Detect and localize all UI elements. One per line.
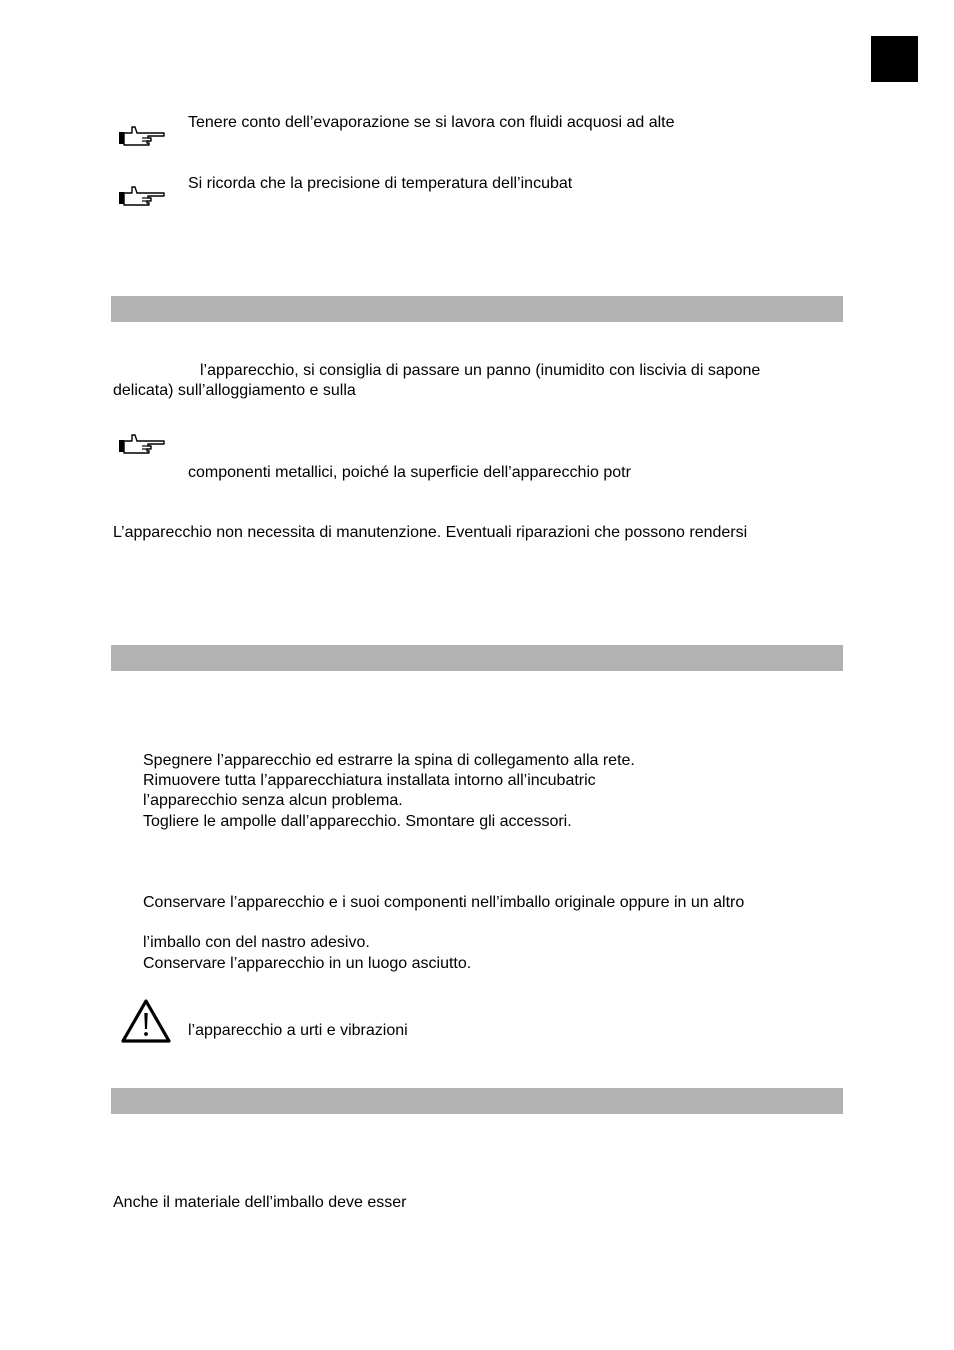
storage-step-line: Conservare l’apparecchio in un luogo asciutto. <box>143 955 472 972</box>
note-temperature-precision: Si ricorda che la precisione di temperatura dell’incubat <box>188 175 573 192</box>
pointing-hand-icon <box>118 182 166 206</box>
storage-step-line: Spegnere l’apparecchio ed estrarre la spina di collegamento alla rete. <box>143 752 635 769</box>
pointing-hand-icon <box>118 122 166 146</box>
disposal-paragraph: Anche il materiale dell’imballo deve esser <box>113 1194 407 1211</box>
cleaning-note-text: componenti metallici, poiché la superficie dell’apparecchio potr <box>188 464 631 481</box>
storage-step-line: Rimuovere tutta l’apparecchiatura installata intorno all’incubatric <box>143 772 596 789</box>
storage-step-line: l’imballo con del nastro adesivo. <box>143 934 370 951</box>
storage-step-line: l’apparecchio senza alcun problema. <box>143 792 403 809</box>
storage-step-line: Togliere le ampolle dall’apparecchio. Smontare gli accessori. <box>143 813 572 830</box>
storage-step-line: Conservare l’apparecchio e i suoi componenti nell’imballo originale oppure in un altro <box>143 894 745 911</box>
maintenance-paragraph: L’apparecchio non necessita di manutenzione. Eventuali riparazioni che possono rendersi <box>113 524 748 541</box>
pointing-hand-icon <box>118 430 166 454</box>
cleaning-paragraph-line1: l’apparecchio, si consiglia di passare un panno (inumidito con liscivia di sapone <box>200 362 761 379</box>
warning-triangle-icon <box>120 998 172 1044</box>
section-header-bar-disposal <box>111 1088 843 1114</box>
section-header-bar-storage <box>111 645 843 671</box>
section-header-bar-cleaning <box>111 296 843 322</box>
storage-warning-text: l’apparecchio a urti e vibrazioni <box>188 1022 408 1039</box>
language-tab-marker <box>871 36 918 82</box>
cleaning-paragraph-line2: delicata) sull’alloggiamento e sulla <box>113 382 356 399</box>
note-evaporation: Tenere conto dell’evaporazione se si lavora con fluidi acquosi ad alte <box>188 114 675 131</box>
